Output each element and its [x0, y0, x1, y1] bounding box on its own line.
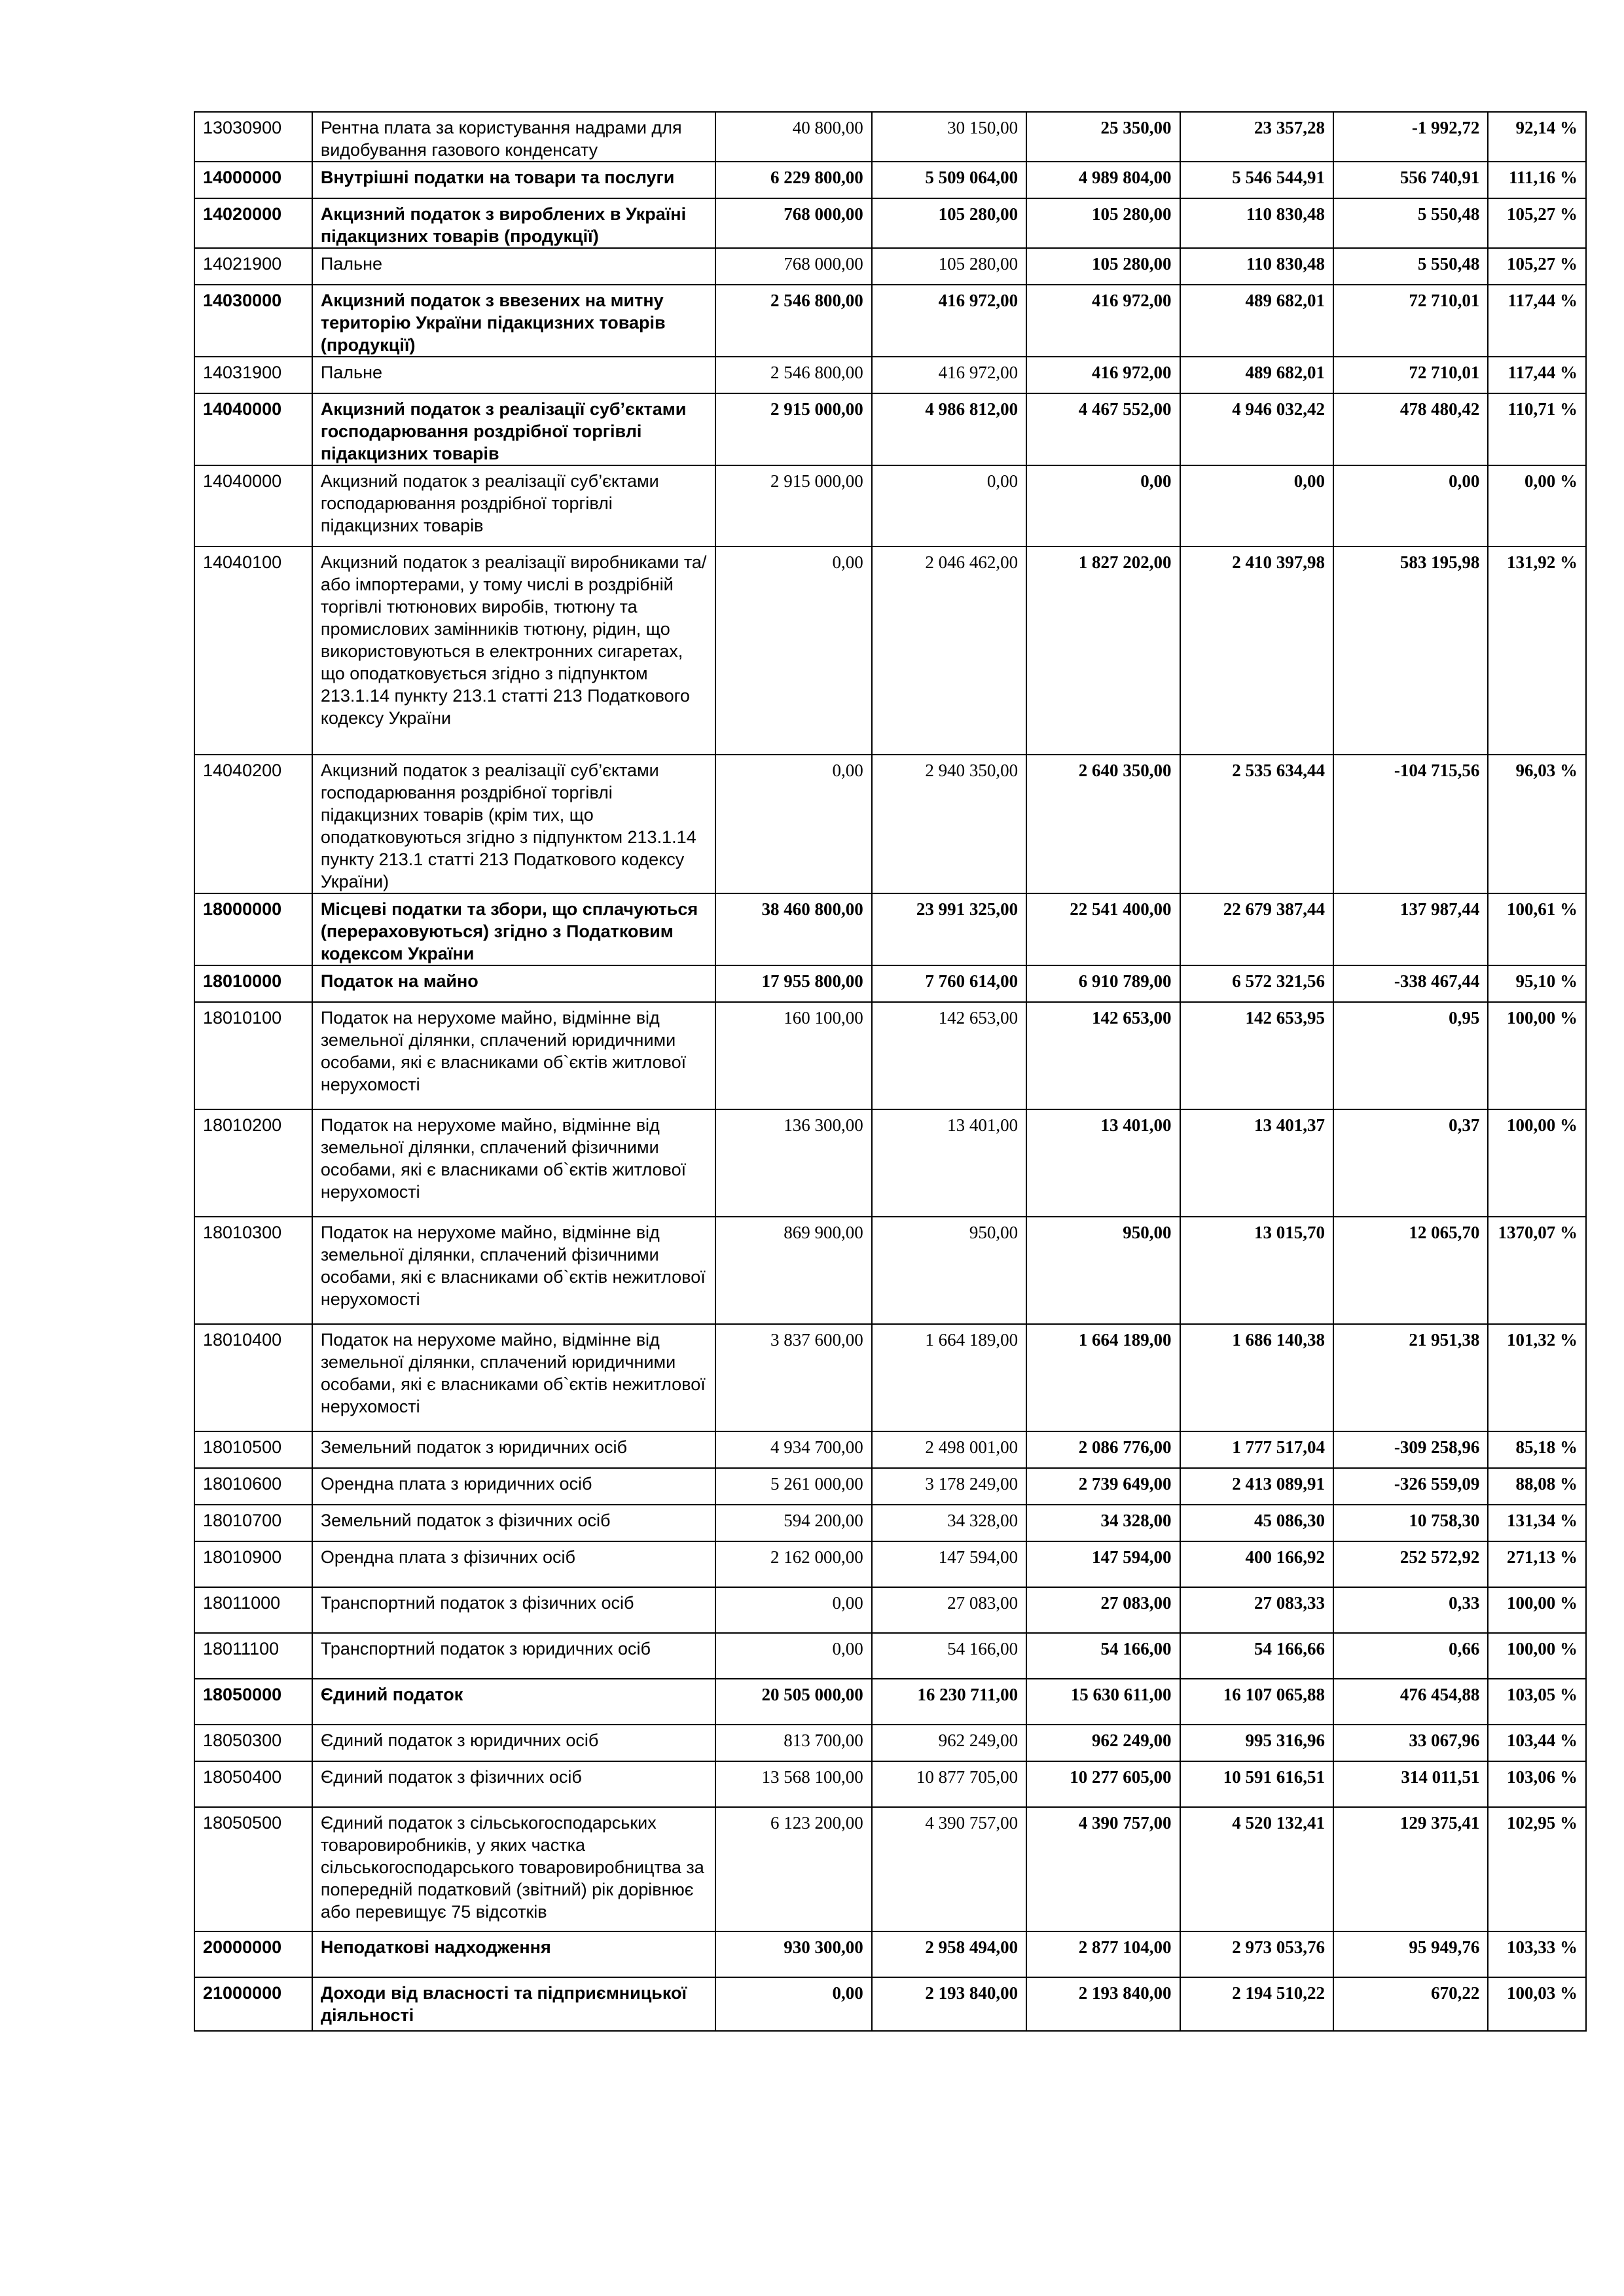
percent-cell: 96,03 % — [1488, 755, 1586, 893]
percent-cell: 103,33 % — [1488, 1931, 1586, 1977]
adjusted-plan-cell: 416 972,00 — [1026, 285, 1180, 357]
annual-plan-cell: 6 123 200,00 — [715, 1807, 871, 1931]
actual-amount-cell: 4 946 032,42 — [1180, 393, 1333, 465]
revenue-name-cell: Податок на нерухоме майно, відмінне від земельної ділянки, сплачений юридичними особами, які є власниками об`єктів житлової нерухомості — [312, 1002, 715, 1109]
period-plan-cell: 2 046 462,00 — [872, 547, 1026, 755]
table-row — [194, 893, 1586, 965]
revenue-name-cell: Пальне — [312, 248, 715, 285]
actual-amount-cell: 400 166,92 — [1180, 1541, 1333, 1587]
revenue-name-cell: Пальне — [312, 357, 715, 393]
percent-cell: 102,95 % — [1488, 1807, 1586, 1931]
revenue-name-cell: Акцизний податок з реалізації суб’єктами господарювання роздрібної торгівлі підакцизних товарів (крім тих, що оподатковуються згідно з підпунктом 213.1.14 пункту 213.1 статті 213 Податкового кодексу України) — [312, 755, 715, 893]
adjusted-plan-cell: 0,00 — [1026, 465, 1180, 547]
budget-code-cell: 18050500 — [194, 1807, 312, 1931]
actual-amount-cell: 110 830,48 — [1180, 248, 1333, 285]
revenue-name-cell: Акцизний податок з реалізації суб’єктами господарювання роздрібної торгівлі підакцизних товарів — [312, 393, 715, 465]
actual-amount-cell: 45 086,30 — [1180, 1505, 1333, 1541]
table-row — [194, 965, 1586, 1002]
percent-cell: 100,00 % — [1488, 1002, 1586, 1109]
annual-plan-cell: 594 200,00 — [715, 1505, 871, 1541]
table-row — [194, 162, 1586, 198]
actual-amount-cell: 0,00 — [1180, 465, 1333, 547]
annual-plan-cell: 0,00 — [715, 547, 871, 755]
adjusted-plan-cell: 962 249,00 — [1026, 1725, 1180, 1761]
deviation-cell: 72 710,01 — [1333, 285, 1488, 357]
actual-amount-cell: 2 410 397,98 — [1180, 547, 1333, 755]
revenue-name-cell: Транспортний податок з юридичних осіб — [312, 1633, 715, 1679]
period-plan-cell: 105 280,00 — [872, 248, 1026, 285]
period-plan-cell: 962 249,00 — [872, 1725, 1026, 1761]
revenue-name-cell: Єдиний податок з юридичних осіб — [312, 1725, 715, 1761]
annual-plan-cell: 2 546 800,00 — [715, 285, 871, 357]
revenue-name-cell: Земельний податок з фізичних осіб — [312, 1505, 715, 1541]
budget-code-cell: 14040000 — [194, 393, 312, 465]
percent-cell: 1370,07 % — [1488, 1217, 1586, 1324]
deviation-cell: 252 572,92 — [1333, 1541, 1488, 1587]
actual-amount-cell: 4 520 132,41 — [1180, 1807, 1333, 1931]
deviation-cell: 95 949,76 — [1333, 1931, 1488, 1977]
percent-cell: 101,32 % — [1488, 1324, 1586, 1431]
revenue-name-cell: Орендна плата з фізичних осіб — [312, 1541, 715, 1587]
adjusted-plan-cell: 1 827 202,00 — [1026, 547, 1180, 755]
actual-amount-cell: 2 413 089,91 — [1180, 1468, 1333, 1505]
table-row — [194, 1324, 1586, 1431]
budget-code-cell: 18010000 — [194, 965, 312, 1002]
budget-code-cell: 18050400 — [194, 1761, 312, 1807]
adjusted-plan-cell: 2 739 649,00 — [1026, 1468, 1180, 1505]
annual-plan-cell: 6 229 800,00 — [715, 162, 871, 198]
budget-code-cell: 18011100 — [194, 1633, 312, 1679]
period-plan-cell: 416 972,00 — [872, 285, 1026, 357]
deviation-cell: 0,00 — [1333, 465, 1488, 547]
period-plan-cell: 7 760 614,00 — [872, 965, 1026, 1002]
table-row — [194, 1725, 1586, 1761]
deviation-cell: -104 715,56 — [1333, 755, 1488, 893]
percent-cell: 100,00 % — [1488, 1633, 1586, 1679]
revenue-name-cell: Акцизний податок з ввезених на митну територію України підакцизних товарів (продукції) — [312, 285, 715, 357]
revenue-name-cell: Місцеві податки та збори, що сплачуються (перераховуються) згідно з Податковим кодексом України — [312, 893, 715, 965]
percent-cell: 103,05 % — [1488, 1679, 1586, 1725]
revenue-name-cell: Рентна плата за користування надрами для видобування газового конденсату — [312, 112, 715, 162]
adjusted-plan-cell: 4 989 804,00 — [1026, 162, 1180, 198]
period-plan-cell: 1 664 189,00 — [872, 1324, 1026, 1431]
annual-plan-cell: 4 934 700,00 — [715, 1431, 871, 1468]
budget-code-cell: 18050300 — [194, 1725, 312, 1761]
budget-code-cell: 18010200 — [194, 1109, 312, 1217]
percent-cell: 88,08 % — [1488, 1468, 1586, 1505]
period-plan-cell: 2 958 494,00 — [872, 1931, 1026, 1977]
adjusted-plan-cell: 4 467 552,00 — [1026, 393, 1180, 465]
budget-code-cell: 21000000 — [194, 1977, 312, 2031]
table-row — [194, 1002, 1586, 1109]
deviation-cell: 0,33 — [1333, 1587, 1488, 1633]
adjusted-plan-cell: 22 541 400,00 — [1026, 893, 1180, 965]
period-plan-cell: 3 178 249,00 — [872, 1468, 1026, 1505]
annual-plan-cell: 0,00 — [715, 755, 871, 893]
table-row — [194, 248, 1586, 285]
percent-cell: 103,06 % — [1488, 1761, 1586, 1807]
deviation-cell: 314 011,51 — [1333, 1761, 1488, 1807]
actual-amount-cell: 22 679 387,44 — [1180, 893, 1333, 965]
percent-cell: 131,92 % — [1488, 547, 1586, 755]
adjusted-plan-cell: 2 877 104,00 — [1026, 1931, 1180, 1977]
percent-cell: 111,16 % — [1488, 162, 1586, 198]
annual-plan-cell: 0,00 — [715, 1587, 871, 1633]
percent-cell: 92,14 % — [1488, 112, 1586, 162]
percent-cell: 100,00 % — [1488, 1109, 1586, 1217]
table-body — [194, 112, 1586, 2031]
budget-code-cell: 14030000 — [194, 285, 312, 357]
deviation-cell: 137 987,44 — [1333, 893, 1488, 965]
actual-amount-cell: 489 682,01 — [1180, 357, 1333, 393]
period-plan-cell: 142 653,00 — [872, 1002, 1026, 1109]
revenue-name-cell: Єдиний податок з сільськогосподарських товаровиробників, у яких частка сільськогосподарського товаровиробництва за попередній податковий (звітний) рік дорівнює або перевищує 75 відсотків — [312, 1807, 715, 1931]
table-row — [194, 1505, 1586, 1541]
adjusted-plan-cell: 25 350,00 — [1026, 112, 1180, 162]
adjusted-plan-cell: 416 972,00 — [1026, 357, 1180, 393]
table-row — [194, 465, 1586, 547]
actual-amount-cell: 54 166,66 — [1180, 1633, 1333, 1679]
budget-code-cell: 13030900 — [194, 112, 312, 162]
period-plan-cell: 2 193 840,00 — [872, 1977, 1026, 2031]
budget-code-cell: 18010500 — [194, 1431, 312, 1468]
budget-code-cell: 18000000 — [194, 893, 312, 965]
revenue-name-cell: Акцизний податок з реалізації суб’єктами господарювання роздрібної торгівлі підакцизних товарів — [312, 465, 715, 547]
annual-plan-cell: 40 800,00 — [715, 112, 871, 162]
actual-amount-cell: 2 973 053,76 — [1180, 1931, 1333, 1977]
annual-plan-cell: 0,00 — [715, 1977, 871, 2031]
period-plan-cell: 16 230 711,00 — [872, 1679, 1026, 1725]
table-row — [194, 1541, 1586, 1587]
budget-code-cell: 18010100 — [194, 1002, 312, 1109]
revenue-name-cell: Транспортний податок з фізичних осіб — [312, 1587, 715, 1633]
adjusted-plan-cell: 10 277 605,00 — [1026, 1761, 1180, 1807]
budget-code-cell: 18010700 — [194, 1505, 312, 1541]
period-plan-cell: 23 991 325,00 — [872, 893, 1026, 965]
table-row — [194, 1109, 1586, 1217]
period-plan-cell: 416 972,00 — [872, 357, 1026, 393]
actual-amount-cell: 995 316,96 — [1180, 1725, 1333, 1761]
table-row — [194, 1587, 1586, 1633]
table-row — [194, 393, 1586, 465]
table-row — [194, 285, 1586, 357]
period-plan-cell: 10 877 705,00 — [872, 1761, 1026, 1807]
period-plan-cell: 147 594,00 — [872, 1541, 1026, 1587]
period-plan-cell: 34 328,00 — [872, 1505, 1026, 1541]
budget-code-cell: 18011000 — [194, 1587, 312, 1633]
actual-amount-cell: 1 686 140,38 — [1180, 1324, 1333, 1431]
table-row — [194, 1931, 1586, 1977]
deviation-cell: 21 951,38 — [1333, 1324, 1488, 1431]
annual-plan-cell: 930 300,00 — [715, 1931, 871, 1977]
percent-cell: 271,13 % — [1488, 1541, 1586, 1587]
annual-plan-cell: 2 546 800,00 — [715, 357, 871, 393]
table-row — [194, 198, 1586, 248]
adjusted-plan-cell: 2 640 350,00 — [1026, 755, 1180, 893]
deviation-cell: 0,66 — [1333, 1633, 1488, 1679]
revenue-name-cell: Єдиний податок з фізичних осіб — [312, 1761, 715, 1807]
table-row — [194, 357, 1586, 393]
budget-code-cell: 18010900 — [194, 1541, 312, 1587]
annual-plan-cell: 768 000,00 — [715, 198, 871, 248]
actual-amount-cell: 1 777 517,04 — [1180, 1431, 1333, 1468]
period-plan-cell: 54 166,00 — [872, 1633, 1026, 1679]
adjusted-plan-cell: 1 664 189,00 — [1026, 1324, 1180, 1431]
annual-plan-cell: 2 915 000,00 — [715, 393, 871, 465]
adjusted-plan-cell: 2 193 840,00 — [1026, 1977, 1180, 2031]
percent-cell: 117,44 % — [1488, 357, 1586, 393]
annual-plan-cell: 5 261 000,00 — [715, 1468, 871, 1505]
revenue-table — [194, 111, 1587, 2032]
deviation-cell: -326 559,09 — [1333, 1468, 1488, 1505]
adjusted-plan-cell: 54 166,00 — [1026, 1633, 1180, 1679]
revenue-name-cell: Податок на майно — [312, 965, 715, 1002]
percent-cell: 105,27 % — [1488, 198, 1586, 248]
revenue-name-cell: Внутрішні податки на товари та послуги — [312, 162, 715, 198]
budget-code-cell: 14000000 — [194, 162, 312, 198]
budget-code-cell: 18010400 — [194, 1324, 312, 1431]
actual-amount-cell: 142 653,95 — [1180, 1002, 1333, 1109]
period-plan-cell: 27 083,00 — [872, 1587, 1026, 1633]
revenue-name-cell: Акцизний податок з вироблених в Україні підакцизних товарів (продукції) — [312, 198, 715, 248]
deviation-cell: 478 480,42 — [1333, 393, 1488, 465]
period-plan-cell: 4 986 812,00 — [872, 393, 1026, 465]
annual-plan-cell: 160 100,00 — [715, 1002, 871, 1109]
deviation-cell: -338 467,44 — [1333, 965, 1488, 1002]
deviation-cell: 10 758,30 — [1333, 1505, 1488, 1541]
period-plan-cell: 2 498 001,00 — [872, 1431, 1026, 1468]
adjusted-plan-cell: 147 594,00 — [1026, 1541, 1180, 1587]
deviation-cell: -309 258,96 — [1333, 1431, 1488, 1468]
percent-cell: 100,03 % — [1488, 1977, 1586, 2031]
table-row — [194, 1807, 1586, 1931]
annual-plan-cell: 20 505 000,00 — [715, 1679, 871, 1725]
deviation-cell: 0,95 — [1333, 1002, 1488, 1109]
deviation-cell: 129 375,41 — [1333, 1807, 1488, 1931]
revenue-name-cell: Доходи від власності та підприємницької діяльності — [312, 1977, 715, 2031]
budget-code-cell: 20000000 — [194, 1931, 312, 1977]
revenue-name-cell: Податок на нерухоме майно, відмінне від земельної ділянки, сплачений юридичними особами, які є власниками об`єктів нежитлової нерухомості — [312, 1324, 715, 1431]
table-row — [194, 1679, 1586, 1725]
budget-code-cell: 18010300 — [194, 1217, 312, 1324]
adjusted-plan-cell: 950,00 — [1026, 1217, 1180, 1324]
budget-code-cell: 14021900 — [194, 248, 312, 285]
period-plan-cell: 4 390 757,00 — [872, 1807, 1026, 1931]
deviation-cell: 33 067,96 — [1333, 1725, 1488, 1761]
percent-cell: 131,34 % — [1488, 1505, 1586, 1541]
actual-amount-cell: 489 682,01 — [1180, 285, 1333, 357]
adjusted-plan-cell: 142 653,00 — [1026, 1002, 1180, 1109]
deviation-cell: -1 992,72 — [1333, 112, 1488, 162]
annual-plan-cell: 813 700,00 — [715, 1725, 871, 1761]
adjusted-plan-cell: 13 401,00 — [1026, 1109, 1180, 1217]
annual-plan-cell: 869 900,00 — [715, 1217, 871, 1324]
deviation-cell: 556 740,91 — [1333, 162, 1488, 198]
adjusted-plan-cell: 105 280,00 — [1026, 248, 1180, 285]
deviation-cell: 5 550,48 — [1333, 198, 1488, 248]
percent-cell: 85,18 % — [1488, 1431, 1586, 1468]
annual-plan-cell: 2 915 000,00 — [715, 465, 871, 547]
percent-cell: 100,00 % — [1488, 1587, 1586, 1633]
budget-code-cell: 14040100 — [194, 547, 312, 755]
adjusted-plan-cell: 15 630 611,00 — [1026, 1679, 1180, 1725]
annual-plan-cell: 17 955 800,00 — [715, 965, 871, 1002]
annual-plan-cell: 2 162 000,00 — [715, 1541, 871, 1587]
deviation-cell: 0,37 — [1333, 1109, 1488, 1217]
revenue-name-cell: Акцизний податок з реалізації виробниками та/або імпортерами, у тому числі в роздрібній торгівлі тютюнових виробів, тютюну та промислових замінників тютюну, рідин, що використовуються в електронних сигаретах, що оподатковується згідно з підпунктом 213.1.14 пункту 213.1 статті 213 Податкового кодексу України — [312, 547, 715, 755]
budget-code-cell: 14031900 — [194, 357, 312, 393]
adjusted-plan-cell: 6 910 789,00 — [1026, 965, 1180, 1002]
budget-code-cell: 18010600 — [194, 1468, 312, 1505]
percent-cell: 95,10 % — [1488, 965, 1586, 1002]
deviation-cell: 12 065,70 — [1333, 1217, 1488, 1324]
percent-cell: 0,00 % — [1488, 465, 1586, 547]
adjusted-plan-cell: 105 280,00 — [1026, 198, 1180, 248]
table-row — [194, 1633, 1586, 1679]
table-row — [194, 1761, 1586, 1807]
adjusted-plan-cell: 2 086 776,00 — [1026, 1431, 1180, 1468]
table-row — [194, 1977, 1586, 2031]
adjusted-plan-cell: 4 390 757,00 — [1026, 1807, 1180, 1931]
adjusted-plan-cell: 27 083,00 — [1026, 1587, 1180, 1633]
period-plan-cell: 950,00 — [872, 1217, 1026, 1324]
deviation-cell: 670,22 — [1333, 1977, 1488, 2031]
actual-amount-cell: 10 591 616,51 — [1180, 1761, 1333, 1807]
deviation-cell: 476 454,88 — [1333, 1679, 1488, 1725]
annual-plan-cell: 768 000,00 — [715, 248, 871, 285]
actual-amount-cell: 16 107 065,88 — [1180, 1679, 1333, 1725]
table-row — [194, 112, 1586, 162]
revenue-name-cell: Єдиний податок — [312, 1679, 715, 1725]
annual-plan-cell: 0,00 — [715, 1633, 871, 1679]
table-row — [194, 547, 1586, 755]
percent-cell: 100,61 % — [1488, 893, 1586, 965]
actual-amount-cell: 6 572 321,56 — [1180, 965, 1333, 1002]
table-row — [194, 755, 1586, 893]
actual-amount-cell: 110 830,48 — [1180, 198, 1333, 248]
revenue-name-cell: Земельний податок з юридичних осіб — [312, 1431, 715, 1468]
budget-code-cell: 14020000 — [194, 198, 312, 248]
period-plan-cell: 2 940 350,00 — [872, 755, 1026, 893]
revenue-name-cell: Податок на нерухоме майно, відмінне від земельної ділянки, сплачений фізичними особами, які є власниками об`єктів житлової нерухомості — [312, 1109, 715, 1217]
actual-amount-cell: 2 194 510,22 — [1180, 1977, 1333, 2031]
table-row — [194, 1468, 1586, 1505]
budget-code-cell: 14040200 — [194, 755, 312, 893]
budget-code-cell: 14040000 — [194, 465, 312, 547]
table-row — [194, 1431, 1586, 1468]
period-plan-cell: 30 150,00 — [872, 112, 1026, 162]
actual-amount-cell: 13 015,70 — [1180, 1217, 1333, 1324]
actual-amount-cell: 27 083,33 — [1180, 1587, 1333, 1633]
period-plan-cell: 0,00 — [872, 465, 1026, 547]
annual-plan-cell: 136 300,00 — [715, 1109, 871, 1217]
percent-cell: 110,71 % — [1488, 393, 1586, 465]
budget-code-cell: 18050000 — [194, 1679, 312, 1725]
revenue-name-cell: Орендна плата з юридичних осіб — [312, 1468, 715, 1505]
actual-amount-cell: 13 401,37 — [1180, 1109, 1333, 1217]
actual-amount-cell: 5 546 544,91 — [1180, 162, 1333, 198]
percent-cell: 117,44 % — [1488, 285, 1586, 357]
period-plan-cell: 13 401,00 — [872, 1109, 1026, 1217]
annual-plan-cell: 13 568 100,00 — [715, 1761, 871, 1807]
adjusted-plan-cell: 34 328,00 — [1026, 1505, 1180, 1541]
period-plan-cell: 5 509 064,00 — [872, 162, 1026, 198]
deviation-cell: 583 195,98 — [1333, 547, 1488, 755]
actual-amount-cell: 23 357,28 — [1180, 112, 1333, 162]
revenue-name-cell: Податок на нерухоме майно, відмінне від земельної ділянки, сплачений фізичними особами, які є власниками об`єктів нежитлової нерухомості — [312, 1217, 715, 1324]
annual-plan-cell: 3 837 600,00 — [715, 1324, 871, 1431]
deviation-cell: 5 550,48 — [1333, 248, 1488, 285]
percent-cell: 105,27 % — [1488, 248, 1586, 285]
annual-plan-cell: 38 460 800,00 — [715, 893, 871, 965]
deviation-cell: 72 710,01 — [1333, 357, 1488, 393]
actual-amount-cell: 2 535 634,44 — [1180, 755, 1333, 893]
period-plan-cell: 105 280,00 — [872, 198, 1026, 248]
percent-cell: 103,44 % — [1488, 1725, 1586, 1761]
revenue-name-cell: Неподаткові надходження — [312, 1931, 715, 1977]
table-row — [194, 1217, 1586, 1324]
